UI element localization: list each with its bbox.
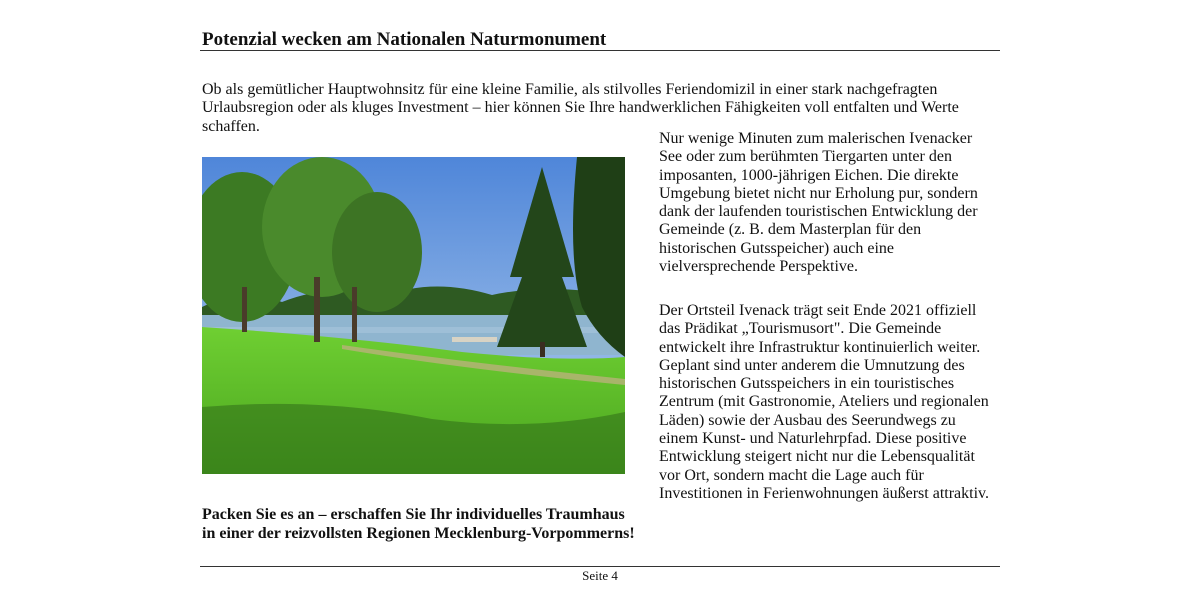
footer-rule [200, 566, 1000, 567]
intro-paragraph: Ob als gemütlicher Hauptwohnsitz für eine kleine Familie, als stilvolles Feriendomizil in einer stark nachgefragten Urlaubsregion oder als kluges Investment – hier können Sie Ihre handwerklichen Fähigkeiten voll entfalten und Werte schaffen. [202, 81, 959, 135]
page-title: Potenzial wecken am Nationalen Naturmonument [202, 29, 607, 50]
paragraph-tourism: Der Ortsteil Ivenack trägt seit Ende 2021 offiziell das Prädikat „Tourismusort". Die Gemeinde entwickelt ihre Infrastruktur kontinuierlich weiter. Geplant sind unter anderem die Umnutzung des historischen Gutsspeichers in ein touristisches Zentrum (mit Gastronomie, Ateliers und regionalen Läden) sowie der Ausbau des Seerundwegs zu einem Kunst- und Naturlehrpfad. Diese positive Entwicklung steigert nicht nur die Lebensqualität vor Ort, sondern macht die Lage auch für Investitionen in Ferienwohnungen äußerst attraktiv. [659, 302, 989, 502]
title-underline [200, 50, 1000, 51]
lake-photo [202, 157, 625, 474]
call-to-action [202, 506, 652, 543]
cta-line-1: Packen Sie es an – erschaffen Sie Ihr individuelles Traumhaus [202, 506, 625, 523]
lake-landscape-image [202, 157, 625, 474]
page-number: Seite 4 [582, 568, 618, 583]
cta-line-2: in einer der reizvollsten Regionen Mecklenburg-Vorpommerns! [202, 524, 635, 542]
paragraph-surroundings: Nur wenige Minuten zum malerischen Ivenacker See oder zum berühmten Tiergarten unter den imposanten, 1000-jährigen Eichen. Die direkte Umgebung bietet nicht nur Erholung pur, sondern dank der laufenden touristischen Entwicklung der Gemeinde (z. B. dem Masterplan für den historischen Gutsspeicher) auch eine vielversprechende Perspektive. [659, 130, 978, 276]
